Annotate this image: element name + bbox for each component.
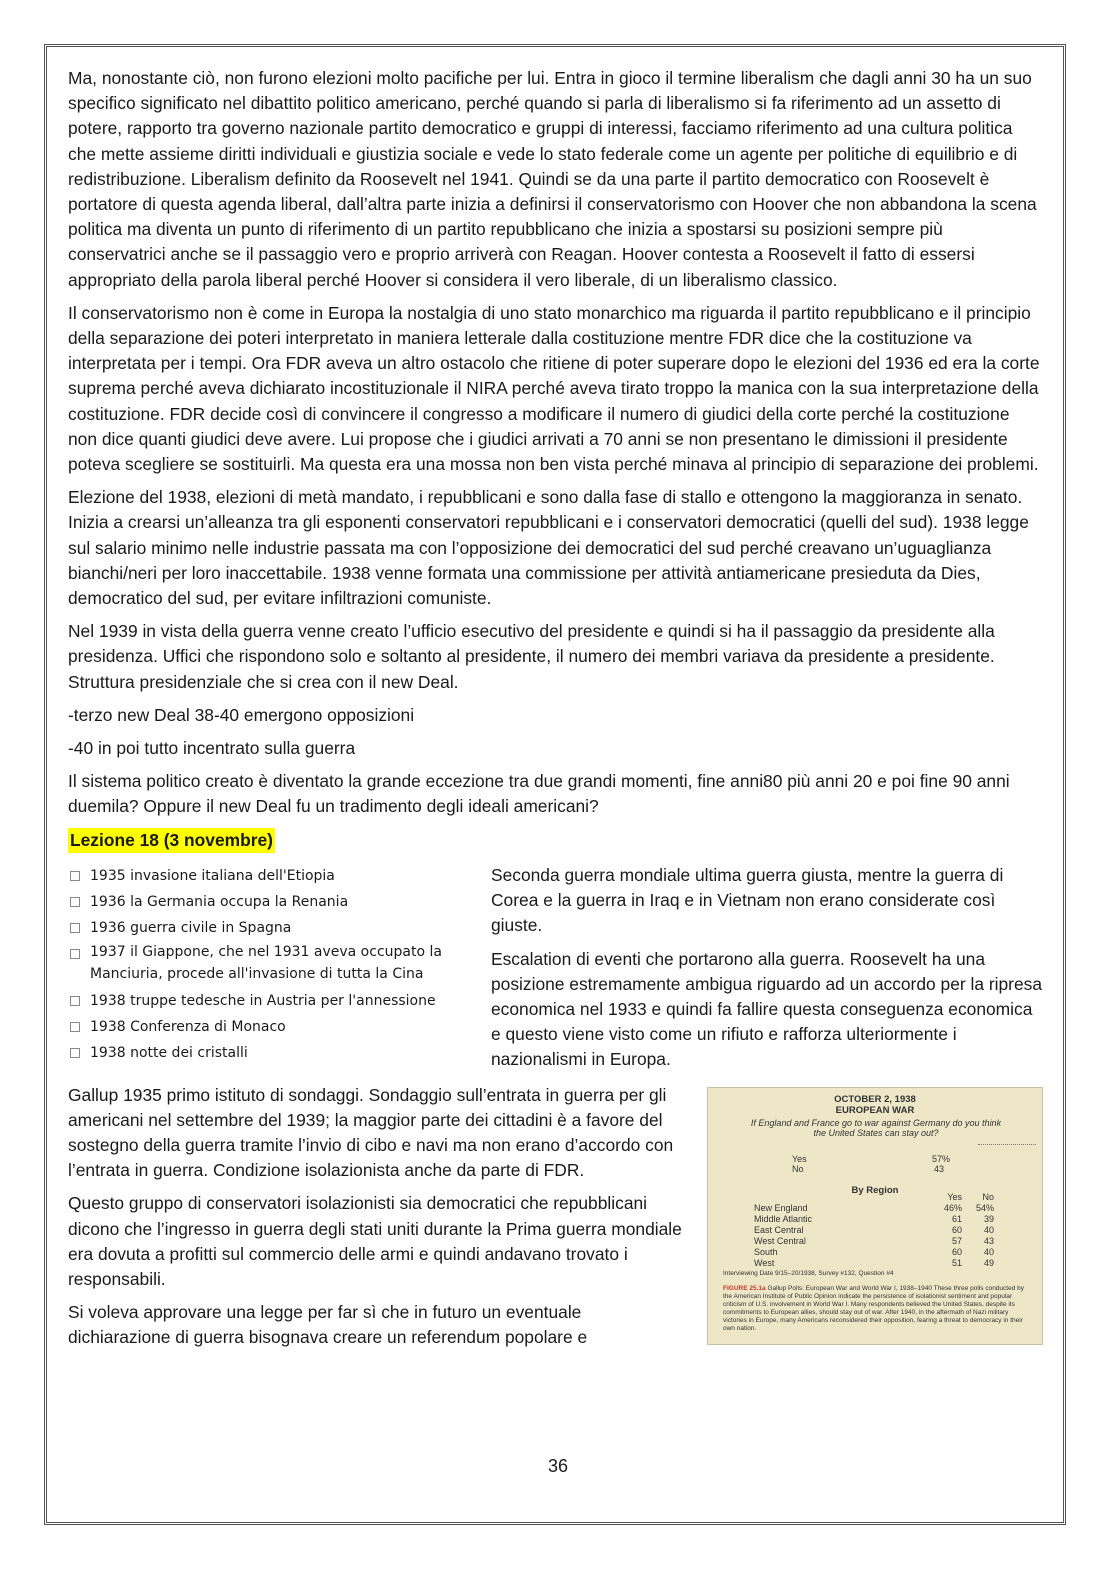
region-table	[754, 1192, 994, 1269]
list-item: 1936 la Germania occupa la Renania	[68, 889, 478, 915]
figure-question: If England and France go to war against Germany do you think the United States can stay out?	[750, 1117, 1002, 1138]
right-column	[491, 863, 1043, 1081]
paragraph: Ma, nonostante ciò, non furono elezioni molto pacifiche per lui. Entra in gioco il termine liberalism che dagli anni 30 ha un suo specifico significato nel dibattito politico americano, perché quando si parla di liberalismo si fa riferimento ad un assetto di potere, rapporto tra governo nazionale partito democratico e gruppi di interessi, facciamo riferimento ad una cultura politica che mette assieme diritti individuali e giustizia sociale e vede lo stato federale come un agente per politiche di equilibrio e di redistribuzione. Liberalism definito da Roosevelt nel 1941. Quindi se da una parte il partito democratico con Roosevelt è portatore di questa agenda liberal, dall’altra parte inizia a definirsi il conservatorismo con Hoover che non abbandona la scena politica ma diventa un punto di riferimento di un partito repubblicano che inizia a spostarsi su posizioni sempre più conservatrici anche se il passaggio vero e proprio arriverà con Reagan. Hoover contesta a Roosevelt il fatto di essersi appropriato della parola liberal perché Hoover si considera il vero liberale, di un liberalismo classico.	[68, 68, 1037, 290]
paragraph: Questo gruppo di conservatori isolazionisti sia democratici che repubblicani dicono che l’ingresso in guerra degli stati uniti durante la Prima guerra mondiale era dovuta a profitti sul commercio delle armi e quindi andavano trovato i responsabili.	[68, 1193, 682, 1289]
list-item: 1938 notte dei cristalli	[68, 1040, 478, 1066]
checkbox-bullet-icon	[70, 1022, 80, 1032]
timeline-list	[68, 863, 478, 1081]
list-item: 1936 guerra civile in Spagna	[68, 915, 478, 941]
figure-caption	[723, 1285, 1031, 1333]
region-title: By Region	[851, 1184, 899, 1196]
paragraph: Il conservatorismo non è come in Europa la nostalgia di uno stato monarchico ma riguarda il partito repubblicano e il principio della separazione dei poteri interpretato in maniera letterale dalla costituzione mentre FDR dice che la costituzione va interpretata per i tempi. Ora FDR aveva un altro ostacolo che ritiene di poter superare dopo le elezioni del 1936 ed era la corte suprema perché aveva dichiarato incostituzionale il NIRA perché aveva tirato troppo la manica con la sua interpretazione della costituzione. FDR decide così di convincere il congresso a modificare il numero di giudici della corte perché la costituzione non dice quanti giudici deve avere. Lui propose che i giudici arrivati a 70 anni se non presentano le dimissioni il presidente poteva scegliere se sostituirli. Ma questa era una mossa non ben vista perché minava al principio di separazione dei problemi.	[68, 302, 1040, 475]
dotted-line	[978, 1144, 1036, 1145]
list-item: 1935 invasione italiana dell'Etiopia	[68, 863, 478, 889]
table-header: Yes No	[947, 1191, 994, 1202]
paragraph: Seconda guerra mondiale ultima guerra giusta, mentre la guerra di Corea e la guerra in Iraq e in Vietnam non erano considerate così giuste.	[491, 864, 1004, 936]
timeline-section	[68, 863, 1043, 1081]
figure-note: Interviewing Date 9/15–20/1938, Survey #132, Question #4	[723, 1269, 894, 1277]
checkbox-bullet-icon	[70, 996, 80, 1006]
no-value: 43	[934, 1163, 945, 1174]
table-row: East Central 60 40	[754, 1224, 994, 1235]
list-item: 1938 Conferenza di Monaco	[68, 1014, 478, 1040]
lesson-heading-wrap	[68, 828, 1043, 859]
paragraph: Escalation di eventi che portarono alla guerra. Roosevelt ha una posizione estremamente ambigua riguardo ad un accordo per la ripresa economica nel 1933 e quindi fa fallire questa conseguenza economica e questo viene visto come un rifiuto e rafforza ulteriormente i nazionalismi in Europa.	[491, 948, 1043, 1070]
paragraph: Nel 1939 in vista della guerra venne creato l’ufficio esecutivo del presidente e quindi si ha il passaggio da presidente alla presidenza. Uffici che rispondono solo e soltanto al presidente, il numero dei membri variava da presidente a presidente. Struttura presidenziale che si crea con il new Deal.	[68, 621, 995, 692]
table-row: New England 46% 54%	[754, 1202, 994, 1213]
gallup-section	[68, 1083, 1043, 1359]
lesson-heading: Lezione 18 (3 novembre)	[68, 828, 275, 853]
checkbox-bullet-icon	[70, 923, 80, 933]
paragraph: -40 in poi tutto incentrato sulla guerra	[68, 738, 356, 759]
checkbox-bullet-icon	[70, 871, 80, 881]
paragraph: Si voleva approvare una legge per far sì che in futuro un eventuale dichiarazione di guerra bisognava creare un referendum popolare e	[68, 1302, 588, 1348]
paragraph: Gallup 1935 primo istituto di sondaggi. Sondaggio sull’entrata in guerra per gli americani nel settembre del 1939; la maggior parte dei cittadini è a favore del sostegno della guerra tramite l’invio di cibo e navi ma non erano d’accordo con l’entrata in guerra. Condizione isolazionista anche da parte di FDR.	[68, 1084, 674, 1181]
gallup-text	[68, 1083, 688, 1359]
figure-caption-text: Gallup Polls: European War and World War I, 1938–1940 These three polls conducted by the American Institute of Public Opinion indicate the persistence of isolationist sentiment and popular criticism of U.S. involvement in World War I. Many respondents believed the United States, despite its commitments to European allies, should stay out of war. After 1940, in the aftermath of Nazi military victories in Europe, many Americans reconsidered their opposition, fearing a threat to democracy in their own nation.	[723, 1284, 1024, 1332]
figure-number: FIGURE 25.1a	[723, 1284, 766, 1292]
table-row: South 60 40	[754, 1246, 994, 1257]
page-number: 36	[547, 1456, 569, 1476]
list-item: 1938 truppe tedesche in Austria per l'annessione	[68, 988, 478, 1014]
checkbox-bullet-icon	[70, 897, 80, 907]
gallup-poll-figure	[707, 1087, 1043, 1345]
paragraph: Il sistema politico creato è diventato la grande eccezione tra due grandi momenti, fine anni80 più anni 20 e poi fine 90 anni duemila? Oppure il new Deal fu un tradimento degli ideali americani?	[68, 771, 1010, 817]
paragraph: -terzo new Deal 38-40 emergono opposizioni	[68, 704, 415, 725]
yes-value: 57%	[932, 1153, 951, 1164]
table-row: Middle Atlantic 61 39	[754, 1213, 994, 1224]
no-label: No	[792, 1163, 804, 1174]
list-item: 1937 il Giappone, che nel 1931 aveva occupato la Manciuria, procede all'invasione di tutta la Cina	[68, 941, 478, 988]
checkbox-bullet-icon	[70, 1048, 80, 1058]
paragraph: Elezione del 1938, elezioni di metà mandato, i repubblicani e sono dalla fase di stallo e ottengono la maggioranza in senato. Inizia a crearsi un’alleanza tra gli esponenti conservatori repubblicani e i conservatori democratici (quelli del sud). 1938 legge sul salario minimo nelle industrie passata ma con l’opposizione dei democratici del sud perché creavano un’uguaglianza bianchi/neri per loro inaccettabile. 1938 venne formata una commissione per attività antiamericane presieduta da Dies, democratico del sud, per evitare infiltrazioni comuniste.	[68, 487, 1029, 609]
document-body	[68, 66, 1043, 1359]
figure-title: OCTOBER 2, 1938 EUROPEAN WAR	[834, 1093, 916, 1116]
table-row: West Central 57 43	[754, 1235, 994, 1246]
table-row: West 51 49	[754, 1257, 994, 1268]
checkbox-bullet-icon	[70, 949, 80, 959]
yes-label: Yes	[792, 1153, 807, 1164]
